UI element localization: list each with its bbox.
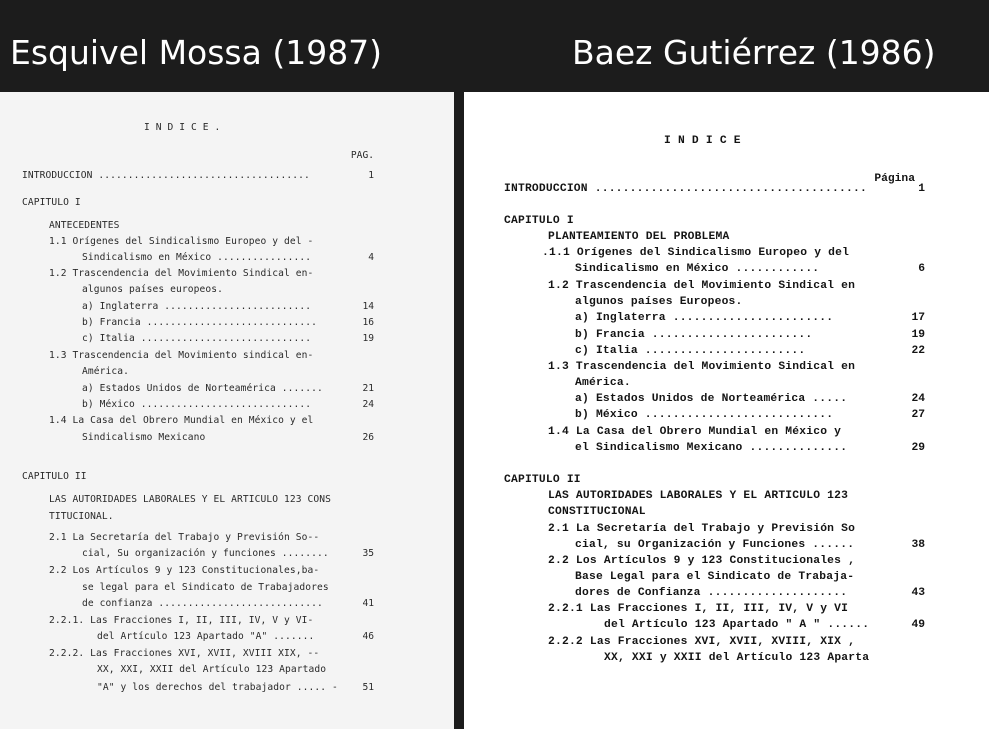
toc-page-number: 46 [362,631,374,642]
toc-entry: cial, Su organización y funciones ........ [82,548,329,559]
toc-entry: b) México ............................. [82,399,312,410]
toc-entry: a) Inglaterra ....................... [575,312,834,324]
toc-entry: 2.2 Los Artículos 9 y 123 Constitucionales , [548,555,856,567]
toc-entry: 2.2.1. Las Fracciones I, II, III, IV, V y VI- [49,615,314,626]
toc-entry: b) Francia ............................. [82,317,318,328]
toc-page-number: 19 [362,333,374,344]
toc-page-number: 1 [368,170,374,181]
toc-entry: 1.4 La Casa del Obrero Mundial en México y el [49,415,314,426]
toc-page-number: 35 [362,548,374,559]
chapter-heading: CAPITULO I [504,215,574,227]
toc-page-number: 21 [362,383,374,394]
right-caption: Baez Gutiérrez (1986) [572,33,936,72]
toc-entry: INTRODUCCION ....................................... [504,183,867,195]
toc-entry: a) Estados Unidos de Norteamérica ..... [575,393,848,405]
toc-page-number: 16 [362,317,374,328]
toc-page-number: 1 [918,183,925,195]
toc-entry: 2.2 Los Artículos 9 y 123 Constitucionales,ba- [49,565,320,576]
toc-entry: se legal para el Sindicato de Trabajadores [82,582,329,593]
section-heading: CONSTITUCIONAL [548,506,646,518]
section-heading: LAS AUTORIDADES LABORALES Y EL ARTICULO 123 [548,490,849,502]
toc-page-number: 19 [911,329,925,341]
toc-entry: 2.1 La Secretaría del Trabajo y Previsión So [548,523,856,535]
toc-entry: 1.2 Trascendencia del Movimiento Sindical en- [49,268,314,279]
toc-entry: 2.2.2. Las Fracciones XVI, XVII, XVIII XIX, -- [49,648,320,659]
left-caption: Esquivel Mossa (1987) [10,33,383,72]
toc-entry: del Artículo 123 Apartado "A" ....... [97,631,315,642]
toc-page-number: 6 [918,263,925,275]
toc-entry: 2.2.1 Las Fracciones I, II, III, IV, V y VI [548,603,849,615]
toc-entry: Sindicalismo Mexicano [82,432,206,443]
pagina-label: Página [874,173,915,185]
toc-entry: INTRODUCCION .................................... [22,170,310,181]
toc-entry: América. [82,366,130,377]
chapter-heading: CAPITULO II [504,474,581,486]
toc-entry: Sindicalismo en México ............ [575,263,820,275]
toc-entry: a) Estados Unidos de Norteamérica ....... [82,383,323,394]
toc-entry: 1.1 Orígenes del Sindicalismo Europeo y del - [49,236,314,247]
toc-page-number: 41 [362,598,374,609]
chapter-heading: CAPITULO II [22,471,87,482]
toc-page-number: 24 [362,399,374,410]
toc-entry: a) Inglaterra ......................... [82,301,312,312]
toc-entry: XX, XXI y XXII del Artículo 123 Aparta [604,652,870,664]
toc-entry: del Artículo 123 Apartado " A " ...... [604,619,870,631]
right-document-page [464,92,989,729]
toc-entry: dores de Confianza .................... [575,587,848,599]
section-heading: PLANTEAMIENTO DEL PROBLEMA [548,231,730,243]
chapter-heading: CAPITULO I [22,197,81,208]
toc-page-number: 22 [911,345,925,357]
toc-page-number: 38 [911,539,925,551]
toc-entry: cial, su Organización y Funciones ...... [575,539,855,551]
toc-page-number: 51 [362,682,374,693]
toc-entry: algunos países Europeos. [575,296,743,308]
toc-entry: América. [575,377,631,389]
toc-entry: "A" y los derechos del trabajador ..... - [97,682,338,693]
index-title: I N D I C E [664,135,741,147]
toc-entry: de confianza ............................ [82,598,323,609]
toc-page-number: 49 [911,619,925,631]
toc-page-number: 4 [368,252,374,263]
left-document-page [0,92,454,729]
index-title: I N D I C E . [144,122,221,133]
toc-page-number: 24 [911,393,925,405]
toc-page-number: 26 [362,432,374,443]
toc-entry: 2.1 La Secretaría del Trabajo y Previsión So-- [49,532,320,543]
toc-entry: 1.3 Trascendencia del Movimiento sindical en- [49,350,314,361]
toc-page-number: 43 [911,587,925,599]
toc-entry: el Sindicalismo Mexicano .............. [575,442,848,454]
toc-entry: XX, XXI, XXII del Artículo 123 Apartado [97,664,327,675]
toc-entry: 2.2.2 Las Fracciones XVI, XVII, XVIII, XIX , [548,636,856,648]
toc-entry: c) Italia ............................. [82,333,312,344]
toc-entry: Sindicalismo en México ................ [82,252,312,263]
toc-page-number: 14 [362,301,374,312]
pag-label: PAG. [350,150,374,161]
toc-entry: b) Francia ....................... [575,329,813,341]
toc-entry: algunos países europeos. [82,284,224,295]
toc-entry: 1.3 Trascendencia del Movimiento Sindical en [548,361,856,373]
section-heading: LAS AUTORIDADES LABORALES Y EL ARTICULO 123 CONS [49,494,332,505]
toc-entry: Base Legal para el Sindicato de Trabaja- [575,571,855,583]
toc-entry: 1.4 La Casa del Obrero Mundial en México y [548,426,842,438]
toc-entry: b) México ........................... [575,409,834,421]
section-heading: ANTECEDENTES [49,220,120,231]
toc-entry: 1.2 Trascendencia del Movimiento Sindical en [548,280,856,292]
toc-page-number: 27 [911,409,925,421]
toc-page-number: 17 [911,312,925,324]
section-heading: TITUCIONAL. [49,511,114,522]
toc-entry: c) Italia ....................... [575,345,806,357]
toc-entry: .1.1 Orígenes del Sindicalismo Europeo y del [542,247,850,259]
toc-page-number: 29 [911,442,925,454]
